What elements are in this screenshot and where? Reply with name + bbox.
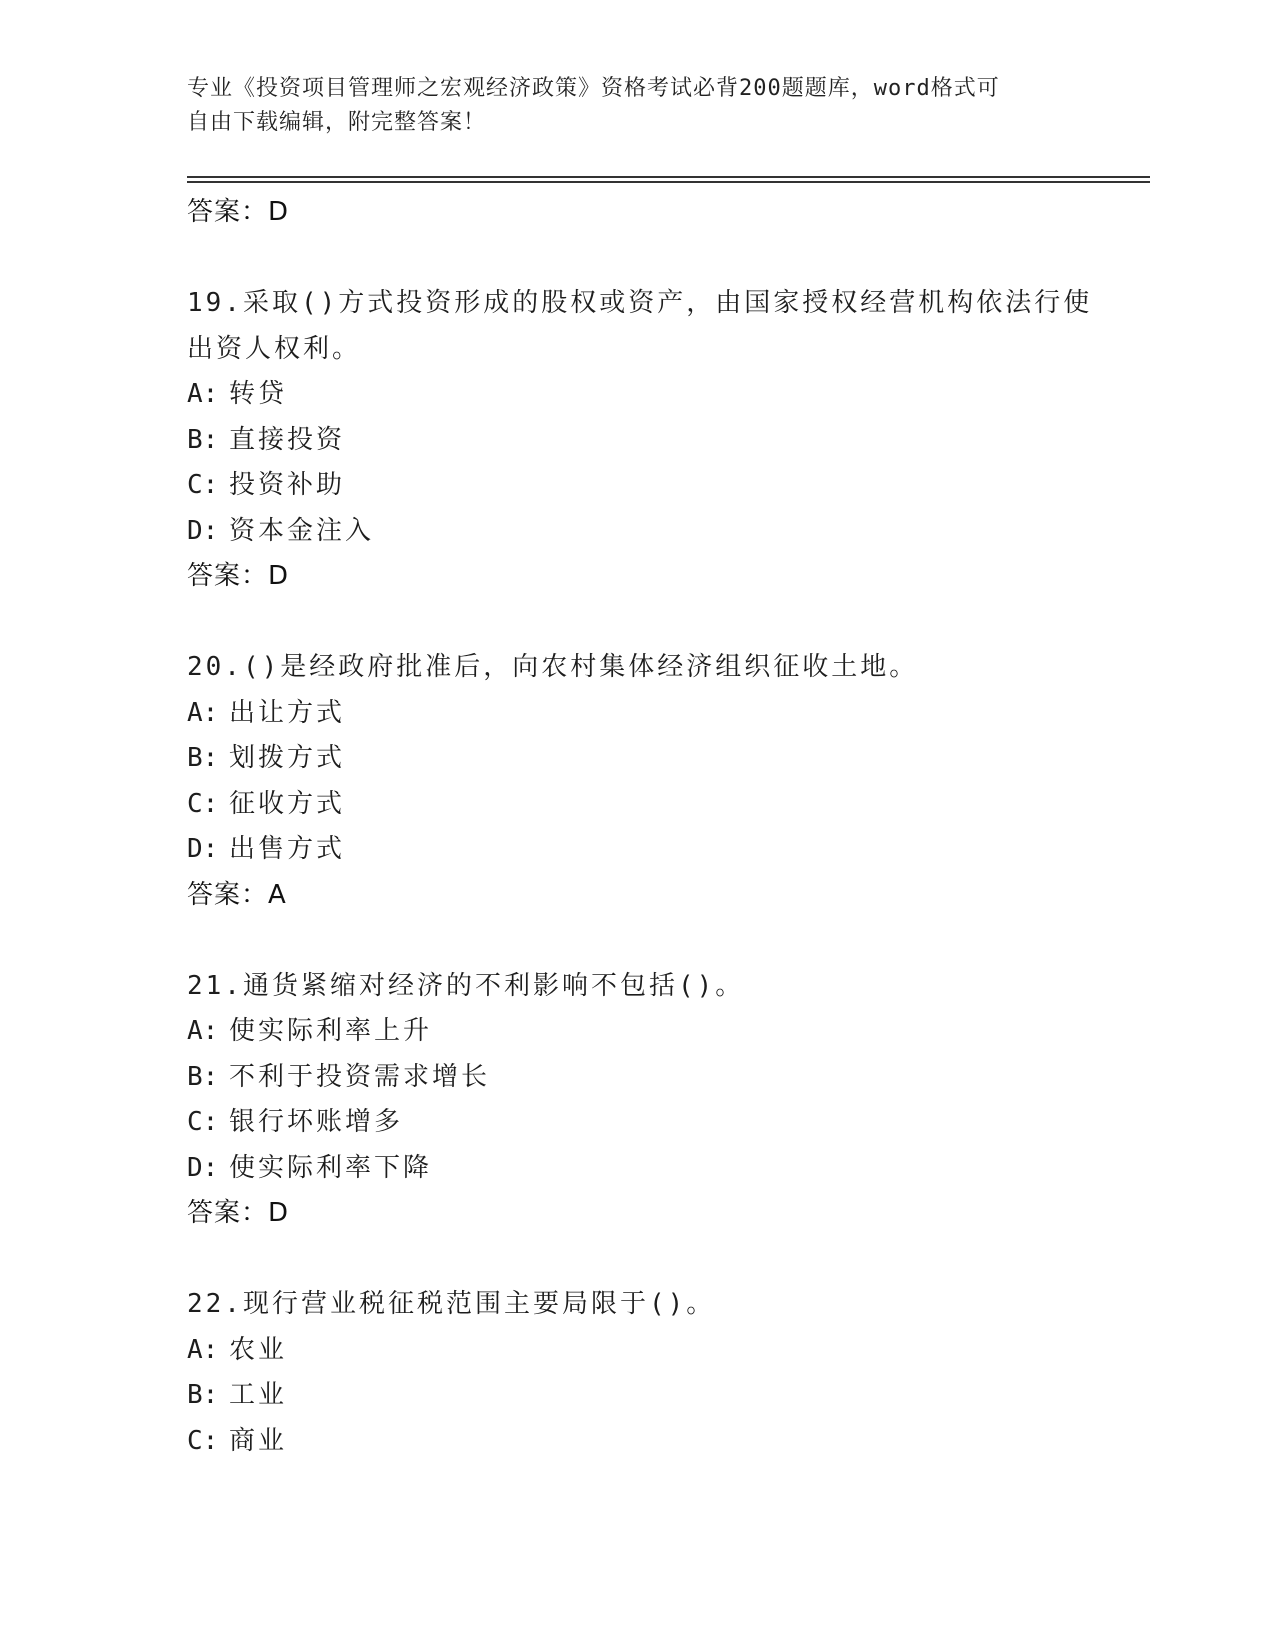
option-text: 不利于投资需求增长 xyxy=(229,1061,491,1092)
option-key: B: xyxy=(187,1061,219,1092)
question-list xyxy=(187,190,1093,1464)
option-text: 转贷 xyxy=(229,379,288,409)
question-stem: 21.通货紧缩对经济的不利影响不包括()。 xyxy=(187,970,745,1001)
answer: 答案：A xyxy=(187,879,287,910)
question-19 xyxy=(187,281,1093,600)
option-text: 资本金注入 xyxy=(229,515,375,546)
answer: 答案：D xyxy=(187,1198,290,1228)
option-text: 投资补助 xyxy=(229,470,346,500)
option-text: 商业 xyxy=(229,1425,288,1456)
option-text: 银行坏账增多 xyxy=(229,1107,404,1137)
option-c xyxy=(187,1419,1087,1465)
option-d xyxy=(187,827,1087,873)
option-b xyxy=(187,1373,1087,1419)
question-22 xyxy=(187,1282,1087,1464)
option-c xyxy=(187,1100,1087,1146)
option-text: 使实际利率下降 xyxy=(229,1152,433,1183)
option-key: A: xyxy=(187,1334,219,1365)
option-key: C: xyxy=(187,1425,219,1456)
option-key: C: xyxy=(187,788,219,819)
option-c xyxy=(187,782,1087,828)
option-text: 出让方式 xyxy=(229,697,346,728)
option-d xyxy=(187,1146,1087,1192)
option-key: A: xyxy=(187,379,219,409)
question-stem: 20.()是经政府批准后，向农村集体经济组织征收土地。 xyxy=(187,652,919,682)
question-stem: 19.采取()方式投资形成的股权或资产，由国家授权经营机构依法行使 xyxy=(187,288,1093,318)
option-key: D: xyxy=(187,1152,219,1183)
header-divider-bottom xyxy=(187,181,1150,183)
option-key: C: xyxy=(187,1107,219,1137)
option-a xyxy=(187,372,1087,418)
option-b xyxy=(187,418,1087,464)
option-key: A: xyxy=(187,1016,219,1046)
option-key: B: xyxy=(187,743,219,773)
question-stem-cont: 出资人权利。 xyxy=(187,333,362,364)
option-key: A: xyxy=(187,697,219,728)
option-text: 农业 xyxy=(229,1334,288,1365)
option-d xyxy=(187,509,1087,555)
answer: 答案：D xyxy=(187,561,290,591)
option-a xyxy=(187,691,1087,737)
option-c xyxy=(187,463,1087,509)
option-text: 出售方式 xyxy=(229,834,346,864)
header-divider-top xyxy=(187,176,1150,178)
question-20 xyxy=(187,645,1087,918)
option-text: 征收方式 xyxy=(229,788,346,819)
header-line-2: 自由下载编辑，附完整答案！ xyxy=(187,110,487,135)
option-b xyxy=(187,1055,1087,1101)
option-a xyxy=(187,1009,1087,1055)
option-key: B: xyxy=(187,424,219,455)
option-b xyxy=(187,736,1087,782)
question-stem: 22.现行营业税征税范围主要局限于()。 xyxy=(187,1289,716,1319)
document-header xyxy=(187,72,1067,140)
previous-answer: 答案：D xyxy=(187,197,290,227)
option-text: 划拨方式 xyxy=(229,743,346,773)
option-key: D: xyxy=(187,834,219,864)
option-text: 工业 xyxy=(229,1380,288,1410)
option-text: 使实际利率上升 xyxy=(229,1016,433,1046)
option-key: D: xyxy=(187,515,219,546)
option-text: 直接投资 xyxy=(229,424,346,455)
option-key: B: xyxy=(187,1380,219,1410)
option-a xyxy=(187,1328,1087,1374)
option-key: C: xyxy=(187,470,219,500)
question-21 xyxy=(187,964,1087,1237)
header-line-1: 专业《投资项目管理师之宏观经济政策》资格考试必背200题题库，word格式可 xyxy=(187,76,1000,101)
